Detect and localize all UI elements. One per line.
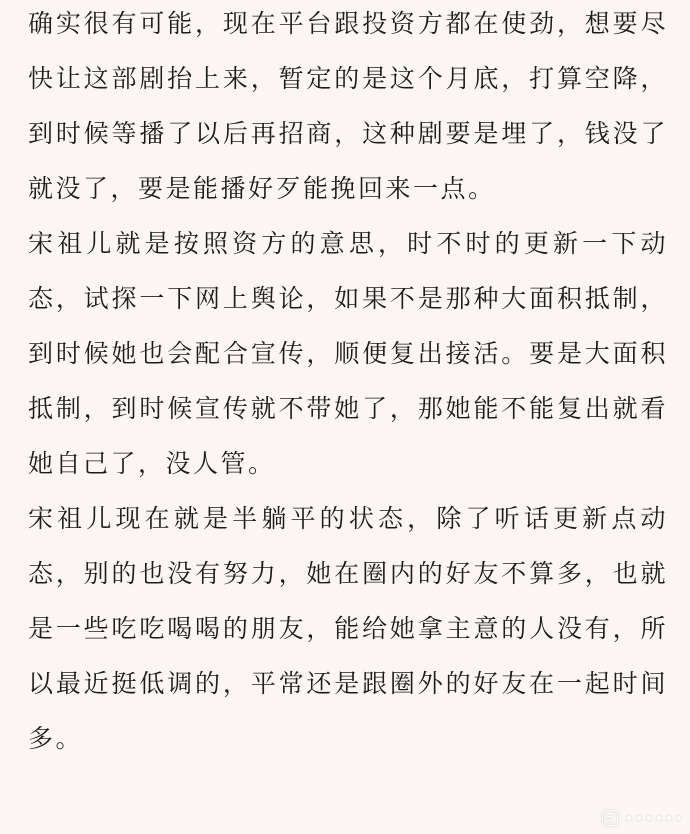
paragraph-1: 确实很有可能，现在平台跟投资方都在使劲，想要尽快让这部剧抬上来，暂定的是这个月底，打算空降，到时候等播了以后再招商，这种剧要是埋了，钱没了就没了，要是能播好歹能挽回来一点。 — [28, 9, 668, 203]
paragraph-2: 宋祖儿就是按照资方的意思，时不时的更新一下动态，试探一下网上舆论，如果不是那种大面积抵制，到时候她也会配合宣传，顺便复出接活。要是大面积抵制，到时候宣传就不带她了，那她能不能复出就看她自己了，没人管。 — [28, 229, 668, 478]
article-body — [28, 0, 668, 766]
watermark — [602, 810, 682, 826]
weibo-watermark-icon — [602, 810, 618, 826]
paragraph-3: 宋祖儿现在就是半躺平的状态，除了听话更新点动态，别的也没有努力，她在圈内的好友不算多，也就是一些吃吃喝喝的朋友，能给她拿主意的人没有，所以最近挺低调的，平常还是跟圈外的好友在一起时间多。 — [28, 504, 668, 753]
watermark-handle-graphic — [624, 815, 682, 821]
